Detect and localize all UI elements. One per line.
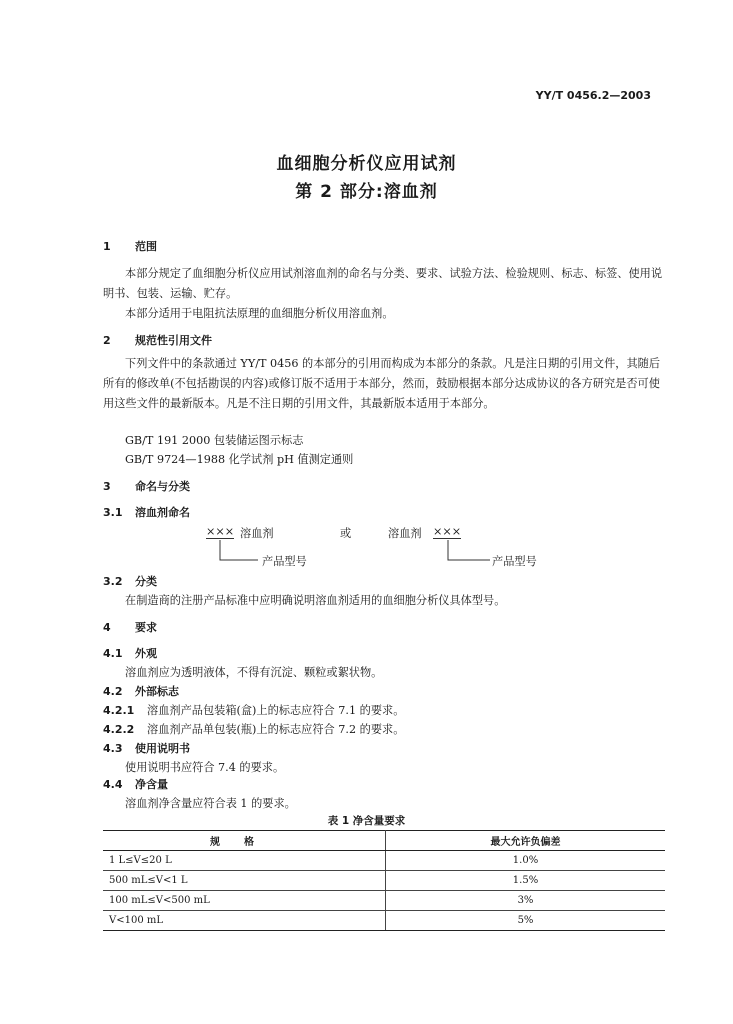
section-title: 溶血剂命名 bbox=[135, 506, 190, 519]
section-4-4-heading bbox=[103, 776, 168, 792]
table-header-row bbox=[103, 831, 665, 851]
table-cell-deviation: 1.5% bbox=[386, 871, 666, 891]
section-title: 外观 bbox=[135, 647, 157, 660]
table-row bbox=[103, 891, 665, 911]
section-number: 4 bbox=[103, 621, 111, 634]
section-number: 4.1 bbox=[103, 647, 123, 660]
section-number: 4.2.2 bbox=[103, 723, 135, 736]
section-number: 4.4 bbox=[103, 778, 123, 791]
table-cell-spec: V<100 mL bbox=[103, 911, 386, 931]
section-number: 1 bbox=[103, 240, 111, 253]
section-title: 使用说明书 bbox=[135, 742, 190, 755]
section-1-paragraph: 本部分规定了血细胞分析仪应用试剂溶血剂的命名与分类、要求、试验方法、检验规则、标志、标签、使用说明书、包装、运输、贮存。 bbox=[103, 267, 663, 300]
section-text: 溶血剂产品包装箱(盒)上的标志应符合 7.1 的要求。 bbox=[147, 704, 405, 717]
table-cell-spec: 500 mL≤V<1 L bbox=[103, 871, 386, 891]
section-4-2-1 bbox=[103, 702, 404, 718]
table-cell-deviation: 3% bbox=[386, 891, 666, 911]
table-cell-deviation: 1.0% bbox=[386, 851, 666, 871]
section-2-heading bbox=[103, 332, 212, 348]
section-title: 外部标志 bbox=[135, 685, 179, 698]
document-title: 血细胞分析仪应用试剂 bbox=[276, 154, 457, 174]
section-number: 4.2.1 bbox=[103, 704, 135, 717]
normative-reference-1: GB/T 191 2000 包装储运图示标志 bbox=[125, 434, 304, 447]
section-4-3-heading bbox=[103, 740, 190, 756]
table-cell-spec: 1 L≤V≤20 L bbox=[103, 851, 386, 871]
reagent-name-left: 溶血剂 bbox=[240, 527, 274, 540]
section-title: 范围 bbox=[135, 240, 157, 253]
table-header-deviation: 最大允许负偏差 bbox=[386, 831, 666, 851]
section-title: 要求 bbox=[135, 621, 157, 634]
section-4-2-2 bbox=[103, 721, 404, 737]
model-placeholder-right: ××× bbox=[433, 525, 462, 538]
section-3-heading bbox=[103, 478, 190, 494]
or-label: 或 bbox=[340, 527, 352, 540]
section-4-1-heading bbox=[103, 645, 157, 661]
section-number: 4.3 bbox=[103, 742, 123, 755]
section-1-scope-note: 本部分适用于电阻抗法原理的血细胞分析仪用溶血剂。 bbox=[125, 307, 394, 320]
section-1-heading bbox=[103, 238, 157, 254]
section-title: 净含量 bbox=[135, 778, 168, 791]
section-3-2-heading bbox=[103, 573, 157, 589]
table-cell-spec: 100 mL≤V<500 mL bbox=[103, 891, 386, 911]
standard-number: YY/T 0456.2—2003 bbox=[535, 89, 651, 102]
normative-reference-2: GB/T 9724—1988 化学试剂 pH 值测定通则 bbox=[125, 453, 354, 466]
section-number: 3.2 bbox=[103, 575, 123, 588]
table-row bbox=[103, 871, 665, 891]
net-content-table bbox=[103, 830, 665, 931]
section-number: 2 bbox=[103, 334, 111, 347]
model-placeholder-left: ××× bbox=[206, 525, 235, 538]
section-title: 命名与分类 bbox=[135, 480, 190, 493]
section-4-1-text: 溶血剂应为透明液体，不得有沉淀、颗粒或絮状物。 bbox=[125, 666, 383, 679]
naming-connector-lines bbox=[200, 538, 530, 568]
section-3-1-heading bbox=[103, 504, 190, 520]
table-header-spec: 规格 bbox=[103, 831, 386, 851]
model-label-right: 产品型号 bbox=[492, 555, 537, 568]
section-4-2-heading bbox=[103, 683, 179, 699]
section-title: 分类 bbox=[135, 575, 157, 588]
reagent-name-right: 溶血剂 bbox=[388, 527, 422, 540]
table-cell-deviation: 5% bbox=[386, 911, 666, 931]
section-3-2-text: 在制造商的注册产品标准中应明确说明溶血剂适用的血细胞分析仪具体型号。 bbox=[125, 594, 506, 607]
section-title: 规范性引用文件 bbox=[135, 334, 212, 347]
document-subtitle: 第 2 部分:溶血剂 bbox=[295, 182, 438, 202]
table-row bbox=[103, 851, 665, 871]
model-label-left: 产品型号 bbox=[262, 555, 307, 568]
section-4-4-text: 溶血剂净含量应符合表 1 的要求。 bbox=[125, 797, 296, 810]
section-number: 4.2 bbox=[103, 685, 123, 698]
section-2-paragraph: 下列文件中的条款通过 YY/T 0456 的本部分的引用而构成为本部分的条款。凡是注日期的引用文件，其随后所有的修改单(不包括勘误的内容)或修订版不适用于本部分，然而，鼓励根据本部分达成协议的各方研究是否可使用这些文件的最新版本。凡是不注日期的引用文件，其最新版本适用于本部分。 bbox=[103, 357, 661, 410]
section-number: 3.1 bbox=[103, 506, 123, 519]
table-row bbox=[103, 911, 665, 931]
table-caption: 表 1 净含量要求 bbox=[327, 815, 406, 827]
section-text: 溶血剂产品单包装(瓶)上的标志应符合 7.2 的要求。 bbox=[147, 723, 405, 736]
section-4-3-text: 使用说明书应符合 7.4 的要求。 bbox=[125, 761, 285, 774]
section-number: 3 bbox=[103, 480, 111, 493]
section-4-heading bbox=[103, 619, 157, 635]
